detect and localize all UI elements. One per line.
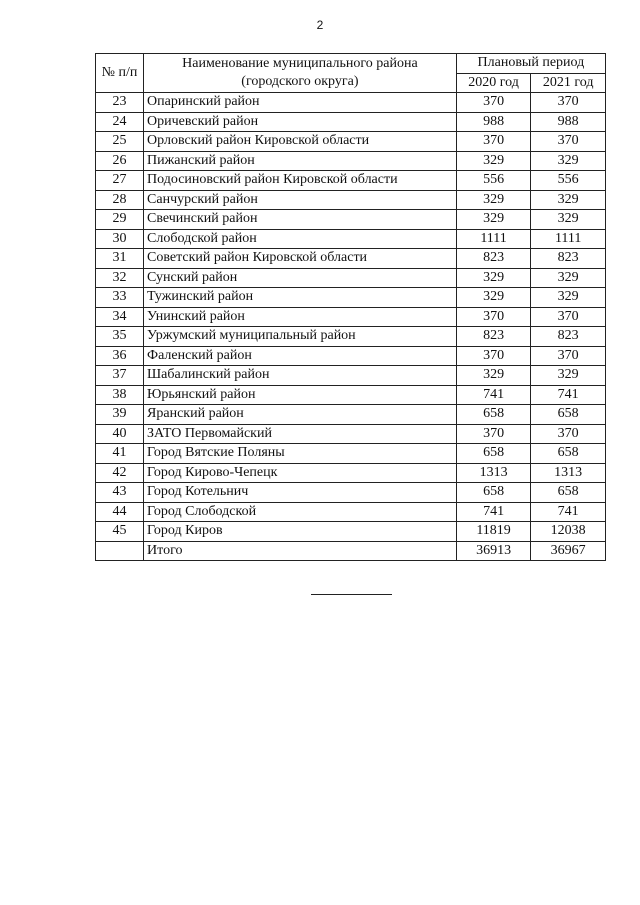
table-row	[96, 385, 606, 405]
table-row	[96, 405, 606, 425]
table-row	[96, 112, 606, 132]
row-name: Юрьянский район	[144, 385, 457, 405]
row-value-2021: 329	[531, 366, 606, 386]
row-name: Яранский район	[144, 405, 457, 425]
table-row	[96, 483, 606, 503]
table-row	[96, 210, 606, 230]
row-value-2020: 329	[456, 210, 531, 230]
row-number: 43	[96, 483, 144, 503]
row-value-2020: 823	[456, 327, 531, 347]
row-value-2021: 370	[531, 93, 606, 113]
table-row	[96, 229, 606, 249]
row-number	[96, 541, 144, 561]
row-number: 26	[96, 151, 144, 171]
row-value-2020: 1313	[456, 463, 531, 483]
row-name: Уржумский муниципальный район	[144, 327, 457, 347]
row-value-2020: 370	[456, 93, 531, 113]
row-value-2021: 329	[531, 210, 606, 230]
table-row	[96, 327, 606, 347]
row-number: 31	[96, 249, 144, 269]
row-number: 35	[96, 327, 144, 347]
row-value-2021: 370	[531, 132, 606, 152]
row-value-2020: 329	[456, 268, 531, 288]
row-value-2021: 1111	[531, 229, 606, 249]
row-value-2020: 658	[456, 444, 531, 464]
row-name: Город Вятские Поляны	[144, 444, 457, 464]
row-value-2021: 329	[531, 288, 606, 308]
table-row	[96, 522, 606, 542]
row-value-2020: 370	[456, 307, 531, 327]
row-value-2021: 658	[531, 405, 606, 425]
row-value-2020: 823	[456, 249, 531, 269]
row-number: 30	[96, 229, 144, 249]
header-name-line2: (городского округа)	[241, 74, 359, 89]
row-value-2021: 658	[531, 444, 606, 464]
row-value-2021: 12038	[531, 522, 606, 542]
row-value-2020: 329	[456, 288, 531, 308]
table-row	[96, 268, 606, 288]
row-name: Свечинский район	[144, 210, 457, 230]
row-name: Город Слободской	[144, 502, 457, 522]
row-name: Город Киров	[144, 522, 457, 542]
row-value-2020: 741	[456, 502, 531, 522]
table-row	[96, 93, 606, 113]
row-number: 25	[96, 132, 144, 152]
row-number: 42	[96, 463, 144, 483]
row-value-2021: 823	[531, 327, 606, 347]
table-header	[96, 54, 606, 93]
row-name: Санчурский район	[144, 190, 457, 210]
row-number: 40	[96, 424, 144, 444]
table-row	[96, 190, 606, 210]
row-value-2021: 329	[531, 151, 606, 171]
table-row	[96, 151, 606, 171]
row-number: 32	[96, 268, 144, 288]
header-year-2021: 2021 год	[531, 73, 606, 93]
page-number: 2	[316, 18, 324, 32]
row-number: 28	[96, 190, 144, 210]
table-row	[96, 502, 606, 522]
row-name: Подосиновский район Кировской области	[144, 171, 457, 191]
row-number: 24	[96, 112, 144, 132]
row-number: 45	[96, 522, 144, 542]
table-row	[96, 444, 606, 464]
row-name: Унинский район	[144, 307, 457, 327]
row-value-2020: 329	[456, 190, 531, 210]
row-value-2020: 741	[456, 385, 531, 405]
row-value-2021: 329	[531, 268, 606, 288]
total-row	[96, 541, 606, 561]
header-name	[144, 54, 457, 93]
row-number: 39	[96, 405, 144, 425]
row-value-2020: 370	[456, 424, 531, 444]
header-period: Плановый период	[456, 54, 605, 74]
header-num: № п/п	[96, 54, 144, 93]
table-row	[96, 307, 606, 327]
row-name: Советский район Кировской области	[144, 249, 457, 269]
table-body	[96, 93, 606, 561]
row-value-2021: 741	[531, 502, 606, 522]
table-row	[96, 171, 606, 191]
table-row	[96, 463, 606, 483]
row-number: 34	[96, 307, 144, 327]
row-value-2020: 556	[456, 171, 531, 191]
row-value-2020: 988	[456, 112, 531, 132]
row-value-2020: 658	[456, 483, 531, 503]
row-name: Итого	[144, 541, 457, 561]
row-name: Пижанский район	[144, 151, 457, 171]
table-row	[96, 288, 606, 308]
row-name: Опаринский район	[144, 93, 457, 113]
row-name: ЗАТО Первомайский	[144, 424, 457, 444]
budget-table	[95, 53, 606, 561]
row-value-2021: 741	[531, 385, 606, 405]
row-value-2021: 36967	[531, 541, 606, 561]
row-value-2020: 329	[456, 366, 531, 386]
header-year-2020: 2020 год	[456, 73, 531, 93]
row-number: 38	[96, 385, 144, 405]
header-name-line1: Наименование муниципального района	[182, 56, 418, 71]
row-number: 29	[96, 210, 144, 230]
row-value-2021: 823	[531, 249, 606, 269]
table-row	[96, 424, 606, 444]
footer-divider	[311, 594, 392, 595]
row-number: 41	[96, 444, 144, 464]
row-name: Орловский район Кировской области	[144, 132, 457, 152]
row-value-2020: 658	[456, 405, 531, 425]
row-name: Город Котельнич	[144, 483, 457, 503]
row-number: 23	[96, 93, 144, 113]
row-name: Фаленский район	[144, 346, 457, 366]
row-number: 33	[96, 288, 144, 308]
row-value-2020: 329	[456, 151, 531, 171]
row-value-2020: 36913	[456, 541, 531, 561]
row-number: 37	[96, 366, 144, 386]
row-value-2020: 1111	[456, 229, 531, 249]
row-value-2020: 11819	[456, 522, 531, 542]
row-number: 44	[96, 502, 144, 522]
row-value-2020: 370	[456, 346, 531, 366]
row-number: 27	[96, 171, 144, 191]
row-value-2020: 370	[456, 132, 531, 152]
table-row	[96, 249, 606, 269]
row-value-2021: 988	[531, 112, 606, 132]
row-value-2021: 370	[531, 307, 606, 327]
row-number: 36	[96, 346, 144, 366]
row-value-2021: 556	[531, 171, 606, 191]
table-row	[96, 366, 606, 386]
table-row	[96, 132, 606, 152]
row-value-2021: 658	[531, 483, 606, 503]
row-name: Оричевский район	[144, 112, 457, 132]
row-name: Слободской район	[144, 229, 457, 249]
row-name: Сунский район	[144, 268, 457, 288]
header-row-top	[96, 54, 606, 74]
row-name: Шабалинский район	[144, 366, 457, 386]
table-row	[96, 346, 606, 366]
row-value-2021: 370	[531, 346, 606, 366]
row-name: Город Кирово-Чепецк	[144, 463, 457, 483]
row-value-2021: 1313	[531, 463, 606, 483]
row-value-2021: 329	[531, 190, 606, 210]
row-name: Тужинский район	[144, 288, 457, 308]
row-value-2021: 370	[531, 424, 606, 444]
